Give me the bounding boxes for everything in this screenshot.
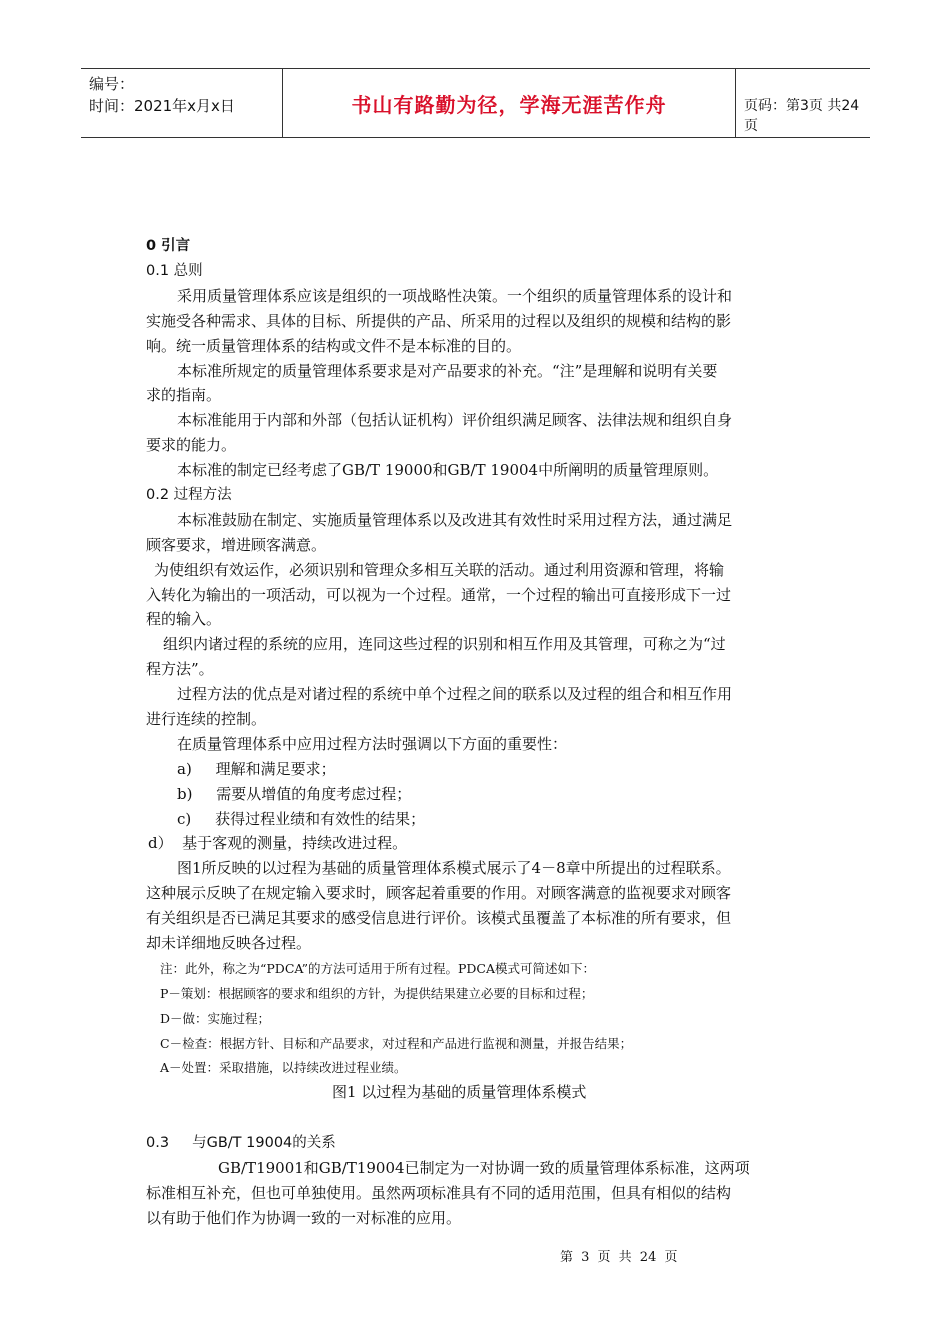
paragraph-line: 本标准鼓励在制定、实施质量管理体系以及改进其有效性时采用过程方法，通过满足 [177,511,733,529]
header-info-cell [81,69,283,137]
paragraph-line: GB/T19001和GB/T19004已制定为一对协调一致的质量管理体系标准，这两项 [218,1159,750,1177]
paragraph-line: 组织内诸过程的系统的应用，连同这些过程的识别和相互作用及其管理，可称之为“过 [163,635,726,653]
page-footer: 第 3 页 共 24 页 [560,1250,678,1265]
paragraph-line: 入转化为输出的一项活动，可以视为一个过程。通常，一个过程的输出可直接形成下一过 [146,586,732,604]
paragraph-line: 顾客要求，增进顾客满意。 [146,536,327,554]
paragraph-line: 求的指南。 [146,386,222,404]
note-line: 注：此外，称之为“PDCA”的方法可适用于所有过程。PDCA模式可简述如下： [160,961,595,976]
header-page-cell [736,69,870,137]
paragraph-line: 本标准的制定已经考虑了GB/T 19000和GB/T 19004中所阐明的质量管理原则。 [177,461,719,479]
document-number-label: 编号： [89,75,135,93]
paragraph-line: 在质量管理体系中应用过程方法时强调以下方面的重要性： [177,735,568,753]
section-heading: 0 引言 [146,238,191,254]
note-line: C－检查：根据方针、目标和产品要求，对过程和产品进行监视和测量，并报告结果； [160,1036,633,1051]
paragraph-line: 要求的能力。 [146,436,237,454]
header-motto-cell [283,69,736,137]
paragraph-line: 标准相互补充，但也可单独使用。虽然两项标准具有不同的适用范围，但具有相似的结构 [146,1184,732,1202]
subsection-heading: 0.2 过程方法 [146,487,232,503]
subsection-heading: 0.1 总则 [146,263,203,279]
paragraph-line: 以有助于他们作为协调一致的一对标准的应用。 [146,1209,462,1227]
list-item: b) 需要从增值的角度考虑过程； [177,785,412,803]
list-item: c) 获得过程业绩和有效性的结果； [177,810,426,828]
paragraph-line: 这种展示反映了在规定输入要求时，顾客起着重要的作用。对顾客满意的监视要求对顾客 [146,884,732,902]
paragraph-line: 本标准能用于内部和外部（包括认证机构）评价组织满足顾客、法律法规和组织自身 [177,411,733,429]
paragraph-line: 采用质量管理体系应该是组织的一项战略性决策。一个组织的质量管理体系的设计和 [177,287,733,305]
page-header-table [81,68,870,138]
figure-caption: 图1 以过程为基础的质量管理体系模式 [332,1083,587,1101]
list-item: a) 理解和满足要求； [177,760,336,778]
note-line: D－做：实施过程； [160,1011,271,1026]
paragraph-line: 程的输入。 [146,610,222,628]
subsection-heading: 0.3 与GB/T 19004的关系 [146,1135,336,1151]
paragraph-line: 程方法”。 [146,660,214,678]
paragraph-line: 本标准所规定的质量管理体系要求是对产品要求的补充。“注”是理解和说明有关要 [177,362,718,380]
paragraph-line: 却未详细地反映各过程。 [146,934,312,952]
list-item: d） 基于客观的测量，持续改进过程。 [148,834,408,852]
paragraph-line: 过程方法的优点是对诸过程的系统中单个过程之间的联系以及过程的组合和相互作用 [177,685,733,703]
paragraph-line: 有关组织是否已满足其要求的感受信息进行评价。该模式虽覆盖了本标准的所有要求，但 [146,909,732,927]
paragraph-line: 进行连续的控制。 [146,710,267,728]
note-line: A－处置：采取措施，以持续改进过程业绩。 [160,1060,407,1075]
document-time-label: 时间：2021年x月x日 [89,97,235,115]
note-line: P－策划：根据顾客的要求和组织的方针，为提供结果建立必要的目标和过程； [160,986,594,1001]
paragraph-line: 实施受各种需求、具体的目标、所提供的产品、所采用的过程以及组织的规模和结构的影 [146,312,732,330]
header-motto: 书山有路勤为径，学海无涯苦作舟 [351,92,667,117]
paragraph-line: 图1所反映的以过程为基础的质量管理体系模式展示了4－8章中所提出的过程联系。 [177,859,731,877]
paragraph-line: 响。统一质量管理体系的结构或文件不是本标准的目的。 [146,337,522,355]
header-page-label: 页码：第3页 共24页 [744,98,860,134]
paragraph-line: 为使组织有效运作，必须识别和管理众多相互关联的活动。通过利用资源和管理，将输 [154,561,725,579]
